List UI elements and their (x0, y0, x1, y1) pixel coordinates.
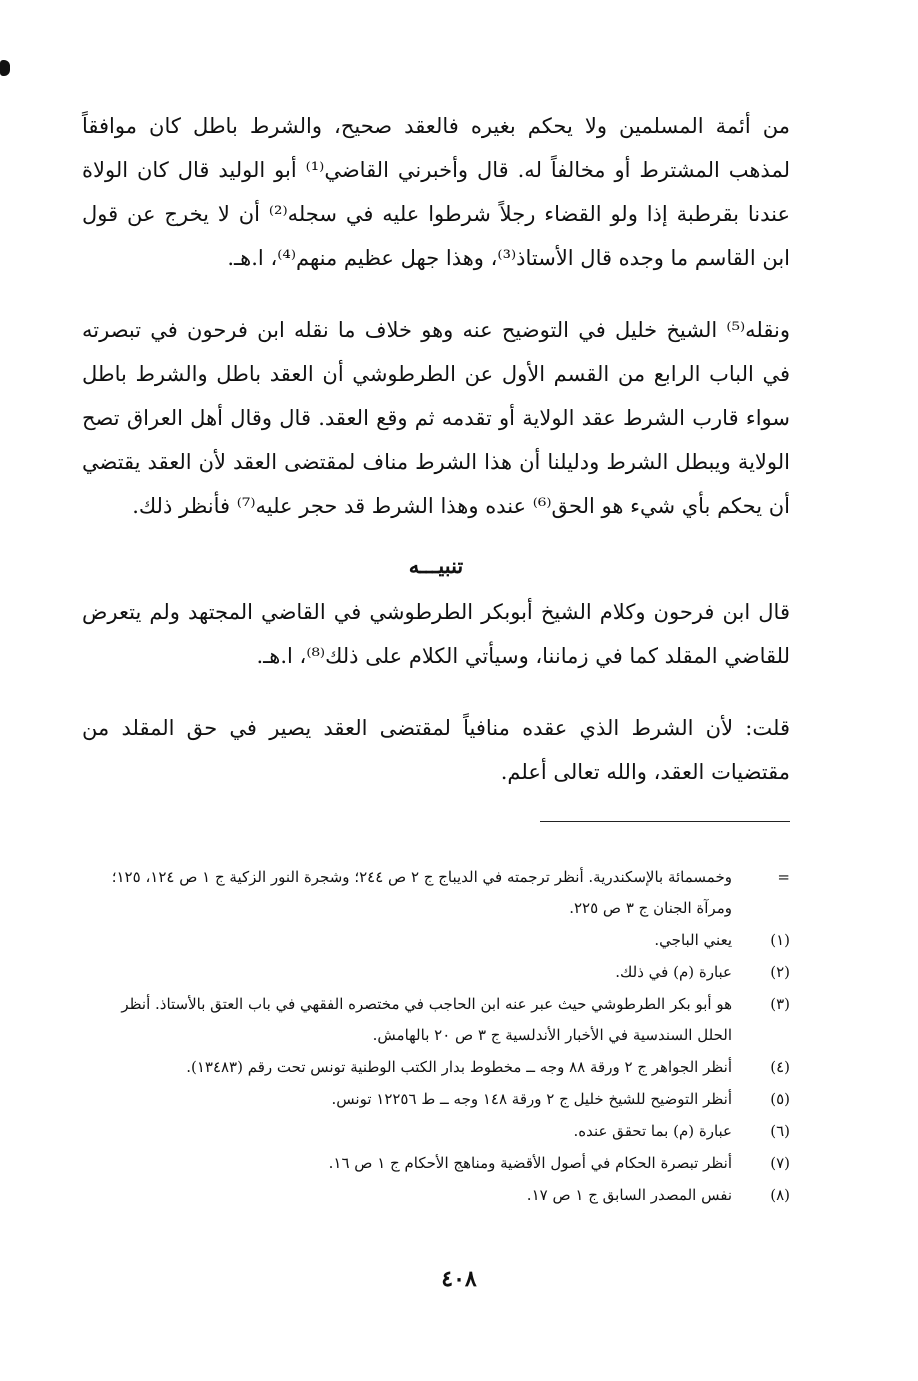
footnote-number: (٣) (770, 995, 790, 1013)
paragraph-2: ونقله⁽⁵⁾ الشيخ خليل في التوضيح عنه وهو خلاف ما نقله ابن فرحون في تبصرته في الباب الرابع من القسم الأول عن الطرطوشي أن العقد باطل والشرط باطل سواء قارب الشرط عقد الولاية أو تقدمه ثم وقع العقد. قال وقال أهل العراق تصح الولاية ويبطل الشرط ودليلنا أن هذا الشرط مناف لمقتضى العقد لأن العقد يقتضي أن يحكم بأي شيء هو الحق⁽⁶⁾ عنده وهذا الشرط قد حجر عليه⁽⁷⁾ فأنظر ذلك. (82, 318, 790, 518)
footnote-separator (540, 821, 790, 822)
footnote-text: أنظر التوضيح للشيخ خليل ج ٢ ورقة ١٤٨ وجه ــ ط ١٢٢٥٦ تونس. (331, 1090, 732, 1108)
footnote-3 (82, 989, 790, 1051)
footnote-marker: = (777, 868, 790, 886)
footnote-text: وخمسمائة بالإسكندرية. أنظر ترجمته في الديباج ج ٢ ص ٢٤٤؛ وشجرة النور الزكية ج ١ ص ١٢٤، ١٢٥؛ ومرآة الجنان ج ٣ ص ٢٢٥. (111, 868, 732, 917)
footnote-7 (82, 1148, 790, 1179)
footnote-1 (82, 925, 790, 956)
footnotes (82, 862, 790, 1212)
footnote-text: أنظر الجواهر ج ٢ ورقة ٨٨ وجه ــ مخطوط بدار الكتب الوطنية تونس تحت رقم (١٣٤٨٣). (186, 1058, 732, 1076)
paragraph-3: قال ابن فرحون وكلام الشيخ أبوبكر الطرطوشي في القاضي المجتهد ولم يتعرض للقاضي المقلد كما في زماننا، وسيأتي الكلام على ذلك⁽⁸⁾، ا.هـ. (82, 600, 790, 668)
footnote-text: أنظر تبصرة الحكام في أصول الأقضية ومناهج الأحكام ج ١ ص ١٦. (328, 1154, 732, 1172)
footnote-number: (٢) (770, 963, 790, 981)
footnote-number: (٨) (770, 1186, 790, 1204)
footnote-number: (٤) (770, 1058, 790, 1076)
footnote-text: يعني الباجي. (654, 931, 732, 949)
footnote-text: عبارة (م) في ذلك. (615, 963, 732, 981)
footnote-number: (١) (770, 931, 790, 949)
margin-ink-mark (0, 60, 10, 76)
footnote-2 (82, 957, 790, 988)
footnote-number: (٦) (770, 1122, 790, 1140)
paragraph-4: قلت: لأن الشرط الذي عقده منافياً لمقتضى العقد يصير في حق المقلد من مقتضيات العقد، والله تعالى أعلم. (82, 716, 790, 784)
footnote-text: هو أبو بكر الطرطوشي حيث عبر عنه ابن الحاجب في مختصره الفقهي في باب العتق بالأستاذ. أنظر الحلل السندسية في الأخبار الأندلسية ج ٣ ص ٢٠ بالهامش. (121, 995, 732, 1044)
footnote-number: (٧) (770, 1154, 790, 1172)
footnote-continuation (82, 862, 790, 924)
footnote-text: نفس المصدر السابق ج ١ ص ١٧. (526, 1186, 732, 1204)
footnote-number: (٥) (770, 1090, 790, 1108)
page-number: ٤٠٨ (441, 1266, 477, 1292)
footnote-6 (82, 1116, 790, 1147)
footnote-5 (82, 1084, 790, 1115)
section-heading: تنبيـــه (408, 553, 464, 578)
footnote-8 (82, 1180, 790, 1211)
footnote-4 (82, 1052, 790, 1083)
main-text (82, 104, 790, 794)
footnote-text: عبارة (م) بما تحقق عنده. (573, 1122, 732, 1140)
paragraph-1: من أئمة المسلمين ولا يحكم بغيره فالعقد صحيح، والشرط باطل كان موافقاً لمذهب المشترط أو مخالفاً له. قال وأخبرني القاضي⁽¹⁾ أبو الوليد قال كان الولاة عندنا بقرطبة إذا ولو القضاء رجلاً شرطوا عليه في سجله⁽²⁾ أن لا يخرج عن قول ابن القاسم ما وجده قال الأستاذ⁽³⁾، وهذا جهل عظيم منهم⁽⁴⁾، ا.هـ. (82, 114, 790, 270)
